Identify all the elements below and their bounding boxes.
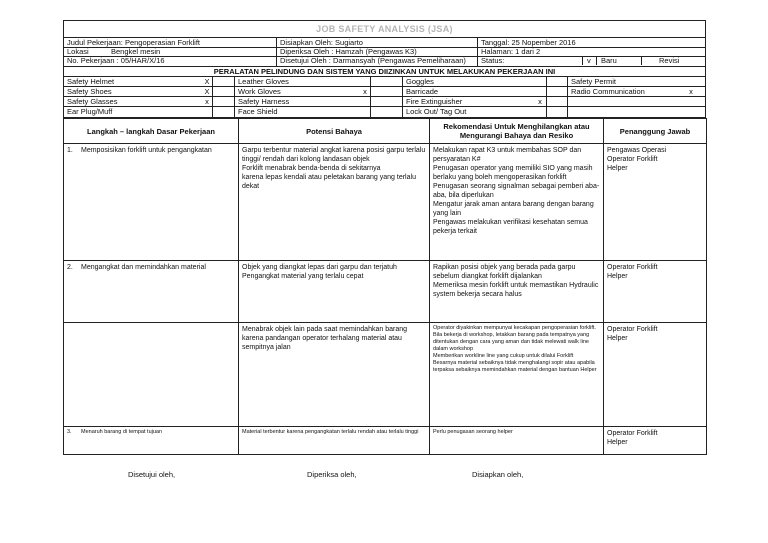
recommendation-line: Besarnya material sebaiknya tidak menghalangi sopir atau apabila terpaksa sebaiknya memindahkan material dengan bantuan Helper	[433, 360, 597, 373]
jsa-table	[63, 118, 707, 455]
responsible-cell	[604, 144, 707, 261]
step-cell	[64, 323, 239, 427]
responsible-line: Helper	[607, 335, 628, 342]
header-block	[63, 38, 706, 67]
ppe-item: Safety Glasses	[67, 97, 118, 106]
approved-by: Disetujui Oleh : Darmansyah (Pengawas Pemeliharaan)	[280, 56, 466, 65]
recommendation-line: Melakukan rapat K3 untuk membahas SOP dan persyaratan K#	[433, 147, 582, 163]
ppe-item: Work Gloves	[238, 87, 281, 96]
ppe-item: Safety Permit	[571, 77, 617, 86]
table-row	[64, 144, 707, 261]
step-text: Menaruh barang di tempat tujuan	[81, 429, 163, 435]
job-title: Judul Pekerjaan: Pengoperasian Forklift	[67, 38, 200, 47]
recommendation-line: Pengawas melakukan verifikasi kesehatan semua pekerja terkait	[433, 219, 588, 235]
step-cell	[64, 261, 239, 323]
hazard-cell	[239, 261, 430, 323]
responsible-line: Helper	[607, 165, 628, 172]
responsible-cell	[604, 427, 707, 455]
ppe-item: Face Shield	[238, 107, 278, 116]
recommendation-cell	[430, 261, 604, 323]
step-number: 2.	[67, 264, 73, 271]
hazard-line: Material terbentur karena pengangkatan terlalu rendah atau terlalu tinggi	[242, 429, 419, 435]
hazard-cell	[239, 323, 430, 427]
responsible-line: Pengawas Operasi	[607, 147, 667, 154]
step-number: 3.	[67, 429, 72, 435]
responsible-cell	[604, 323, 707, 427]
responsible-cell	[604, 261, 707, 323]
ppe-block	[63, 77, 706, 118]
recommendation-line: Rapikan posisi objek yang berada pada garpu sebelum diangkat forklift dijalankan	[433, 264, 576, 280]
recommendation-line: Memeriksa mesin forklift untuk memastikan Hydraulic system bekerja secara halus	[433, 282, 599, 298]
step-text: Memposisikan forklift untuk pengangkatan	[81, 147, 212, 154]
ppe-mark: x	[205, 97, 209, 106]
recommendation-line: Mengatur jarak aman antara barang dengan barang yang lain	[433, 201, 594, 217]
ppe-mark: X	[204, 87, 210, 96]
hazard-cell	[239, 427, 430, 455]
ppe-item: Leather Gloves	[238, 77, 289, 86]
ppe-item: Safety Harness	[238, 97, 290, 106]
column-header: Langkah – langkah Dasar Pekerjaan	[64, 119, 239, 144]
recommendation-cell	[430, 427, 604, 455]
responsible-line: Operator Forklift	[607, 326, 658, 333]
prepared-by: Disiapkan Oleh: Sugiarto	[280, 38, 363, 47]
ppe-title: PERALATAN PELINDUNG DAN SISTEM YANG DIIZINKAN UNTUK MELAKUKAN PEKERJAAN INI	[63, 67, 706, 77]
responsible-line: Helper	[607, 439, 628, 446]
ppe-item: Ear Plug/Muff	[67, 107, 113, 116]
column-header: Potensi Bahaya	[239, 119, 430, 144]
ppe-item: Goggles	[406, 77, 434, 86]
recommendation-line: Memberikan workline line yang cukup untuk dilalui Forklift	[433, 353, 574, 359]
checked-by: Diperiksa Oleh : Hamzah (Pengawas K3)	[280, 47, 417, 56]
status-mark: v	[587, 56, 591, 65]
signature-prepared: Disiapkan oleh,	[472, 470, 524, 479]
recommendation-line: Penugasan operator yang memiliki SIO yang masih berlaku yang boleh mengoperasikan forklift	[433, 165, 593, 181]
recommendation-line: Operator diyakinkan mempunyai kecakapan pengoperasian forklift.	[433, 325, 596, 331]
recommendation-cell	[430, 323, 604, 427]
step-cell	[64, 144, 239, 261]
table-row	[64, 323, 707, 427]
date: Tanggal: 25 Nopember 2016	[481, 38, 576, 47]
table-row	[64, 261, 707, 323]
recommendation-line: Bila bekerja di workshop, letakkan barang pada tempatnya yang ditentukan dengan cara yang aman dan tidak melewati walk line dalam workshop	[433, 332, 590, 352]
hazard-line: karena lepas kendali atau peletakan barang yang terlalu dekat	[242, 174, 416, 190]
recommendation-cell	[430, 144, 604, 261]
responsible-line: Operator Forklift	[607, 264, 658, 271]
status-revisi: Revisi	[659, 56, 680, 65]
ppe-item: Fire Extinguisher	[406, 97, 463, 106]
step-cell	[64, 427, 239, 455]
recommendation-line: Penugasan seorang signalman sebagai pemberi aba-aba, bila diperlukan	[433, 183, 600, 199]
location-value: Bengkel mesin	[111, 47, 161, 56]
responsible-line: Helper	[607, 273, 628, 280]
job-number: No. Pekerjaan : 05/HAR/X/16	[67, 56, 165, 65]
hazard-line: Objek yang diangkat lepas dari garpu dan terjatuh	[242, 264, 397, 271]
ppe-item: Safety Helmet	[67, 77, 115, 86]
page-number: Halaman: 1 dari 2	[481, 47, 541, 56]
ppe-mark: X	[204, 77, 210, 86]
responsible-line: Operator Forklift	[607, 430, 658, 437]
hazard-line: Garpu terbentur material angkat karena posisi garpu terlalu tinggi/ rendah dari kolong landasan objek	[242, 147, 426, 163]
ppe-item: Barricade	[406, 87, 439, 96]
column-header: Penanggung Jawab	[604, 119, 707, 144]
document-title: JOB SAFETY ANALYSIS (JSA)	[63, 20, 706, 38]
ppe-item: Lock Out/ Tag Out	[406, 107, 467, 116]
ppe-mark: x	[689, 87, 693, 96]
table-row	[64, 427, 707, 455]
recommendation-line: Perlu penugasan seorang helper	[433, 429, 513, 435]
signature-approved: Disetujui oleh,	[128, 470, 176, 479]
ppe-item: Radio Communication	[571, 87, 645, 96]
status-new: Baru	[601, 56, 617, 65]
hazard-line: Forklift menabrak benda-benda di sekitarnya	[242, 165, 381, 172]
status-label: Status:	[481, 56, 505, 65]
ppe-mark: x	[538, 97, 542, 106]
ppe-mark: x	[363, 87, 367, 96]
step-number: 1.	[67, 147, 73, 154]
column-header: Rekomendasi Untuk Menghilangkan atau Mengurangi Bahaya dan Resiko	[430, 119, 604, 144]
step-text: Mengangkat dan memindahkan material	[81, 264, 206, 271]
ppe-item: Safety Shoes	[67, 87, 112, 96]
responsible-line: Operator Forklift	[607, 156, 658, 163]
hazard-line: Menabrak objek lain pada saat memindahkan barang karena pandangan operator terhalang material atau sempitnya jalan	[242, 326, 407, 351]
hazard-cell	[239, 144, 430, 261]
hazard-line: Pengangkat material yang terlalu cepat	[242, 273, 364, 280]
location-label: Lokasi	[67, 47, 89, 56]
jsa-document	[63, 20, 706, 455]
signature-checked: Diperiksa oleh,	[307, 470, 357, 479]
